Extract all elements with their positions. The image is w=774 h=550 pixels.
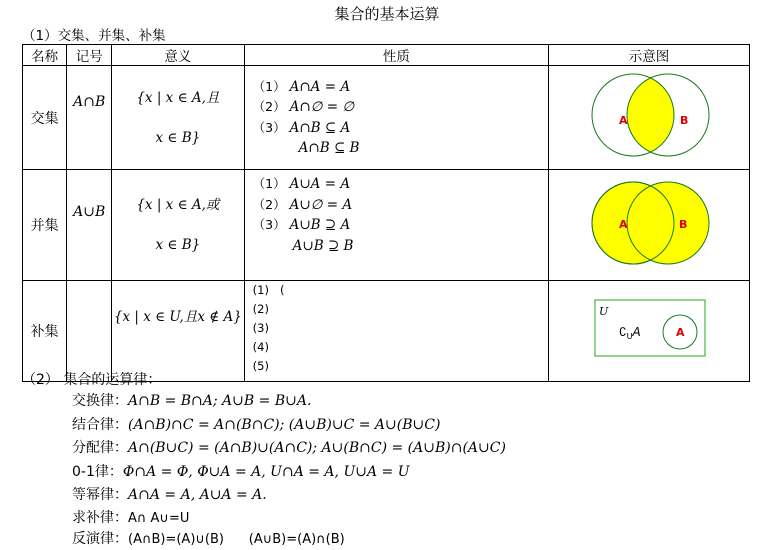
intersection-venn-diagram (549, 66, 749, 165)
table-row-complement (23, 281, 750, 382)
header-meaning: 意义 (112, 45, 245, 66)
property-line: （3） A∩B ⊆ A (252, 119, 351, 136)
row-properties (244, 170, 548, 281)
union-venn-diagram (549, 170, 749, 276)
operation-laws-section (22, 370, 762, 550)
row-diagram (549, 66, 750, 170)
page-title: 集合的基本运算 (334, 5, 440, 23)
property-line: (5) (252, 359, 269, 373)
label-a: A (619, 218, 628, 231)
property-line: （2） A∩∅ = ∅ (252, 99, 355, 115)
table-row-intersection (23, 66, 750, 170)
property-line: (4) (252, 340, 269, 354)
meaning-line: x ∈ B} (155, 237, 201, 253)
set-operations-table (22, 44, 750, 382)
property-line: (3) (252, 321, 269, 335)
universal-set-box (595, 300, 705, 356)
row-name: 交集 (23, 66, 67, 170)
label-a: A (676, 326, 685, 339)
property-line: （3） A∪B ⊇ A (252, 217, 351, 233)
meaning-line: {x | x ∈ U,且x ∉ A} (113, 309, 242, 325)
header-properties: 性质 (244, 45, 548, 66)
row-diagram (549, 170, 750, 281)
property-line: （1） A∪A = A (252, 176, 351, 192)
row-symbol (67, 281, 112, 382)
label-b: B (680, 114, 689, 127)
property-line: （1） A∩A = A (252, 78, 351, 95)
row-name: 补集 (23, 281, 67, 382)
law-commutative: 交换律：A∩B = B∩A; A∪B = B∪A. (72, 393, 312, 409)
law-complement: 求补律：A∩ A∪=U (72, 509, 190, 526)
law-distributive: 分配律：A∩(B∪C) = (A∩B)∪(A∩C); A∪(B∩C) = (A∪B)∩(A∪C) (72, 440, 506, 456)
table-header-row (23, 45, 750, 66)
law-associative: 结合律：(A∩B)∩C = A∩(B∩C); (A∪B)∪C = A∪(B∪C) (72, 416, 441, 433)
row-properties (244, 66, 548, 170)
law-zero-one: 0-1律：Φ∩A = Φ, Φ∪A = A, U∩A = A, U∪A = U (72, 463, 410, 480)
section-2-heading: （2） 集合的运算律： (22, 372, 162, 388)
table-row-union (23, 170, 750, 281)
meaning-line: x ∈ B} (155, 129, 201, 146)
label-a: A (619, 114, 628, 127)
property-line: A∩B ⊆ B (298, 140, 360, 156)
label-u: U (599, 305, 609, 318)
property-line: (2) (252, 302, 269, 316)
header-name: 名称 (23, 45, 67, 66)
section-1-heading: （1）交集、并集、补集 (22, 28, 166, 44)
row-name: 并集 (23, 170, 67, 281)
law-idempotent: 等幂律：A∩A = A, A∪A = A. (72, 487, 267, 503)
row-diagram (549, 281, 750, 382)
header-symbol: 记号 (67, 45, 112, 66)
header-diagram: 示意图 (549, 45, 750, 66)
row-symbol: A∩B (67, 66, 112, 170)
label-complement: $∁_UA$ (619, 325, 641, 341)
meaning-line: {x | x ∈ A,且 (136, 89, 220, 106)
law-de-morgan: 反演律：(A∩B)=(A)∪(B) (A∪B)=(A)∩(B) (72, 530, 345, 547)
row-symbol: A∪B (67, 170, 112, 281)
property-line: （2） A∪∅ = A (252, 196, 353, 213)
complement-diagram (549, 281, 749, 377)
meaning-line: {x | x ∈ A,或 (136, 197, 220, 213)
label-b: B (679, 218, 688, 231)
set-b-circle (627, 182, 709, 264)
row-properties (244, 281, 548, 382)
row-meaning (112, 170, 245, 281)
property-line: A∪B ⊇ B (292, 237, 354, 254)
property-line: (1) ( (252, 283, 285, 297)
row-meaning (112, 281, 245, 382)
row-meaning (112, 66, 245, 170)
